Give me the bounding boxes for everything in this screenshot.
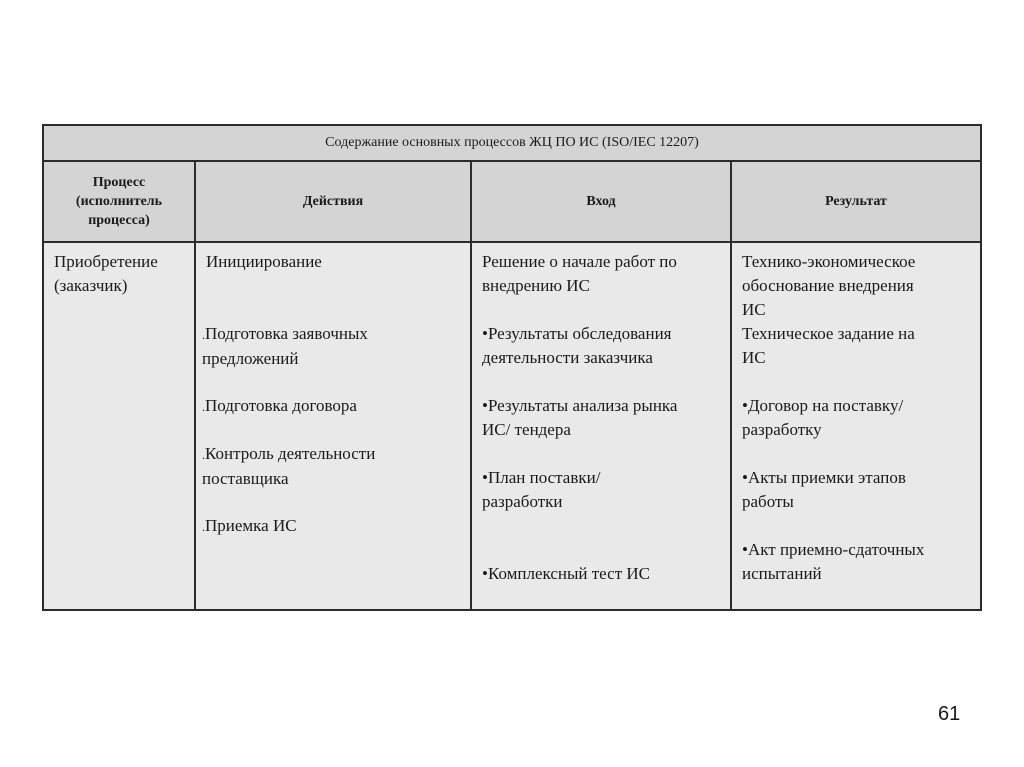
process-table — [42, 124, 982, 611]
page-number: 61 — [938, 703, 961, 725]
header-result: Результат — [825, 194, 887, 209]
inputs-cell — [472, 243, 732, 609]
action-item: . Подготовка договора — [202, 394, 357, 419]
table-title: Содержание основных процессов ЖЦ ПО ИС (ISO/IEC 12207) — [44, 126, 980, 162]
input-item: • Комплексный тест ИС — [482, 562, 650, 586]
input-item: • План поставки/ разработки — [482, 466, 600, 514]
results-cell — [732, 243, 980, 609]
input-item: Решение о начале работ по внедрению ИС — [482, 252, 677, 295]
result-item: • Акт приемно-сдаточных испытаний — [742, 538, 924, 586]
action-item: . Подготовка заявочных предложений — [202, 322, 368, 371]
result-item: • Акты приемки этапов работы — [742, 466, 906, 514]
header-actions: Действия — [196, 162, 472, 241]
process-name: Приобретение (заказчик) — [54, 252, 158, 295]
process-cell — [44, 243, 196, 609]
input-item: • Результаты обследования деятельности заказчика — [482, 322, 672, 370]
actions-cell — [196, 243, 472, 609]
header-process: Процесс (исполнитель процесса) — [44, 162, 196, 241]
result-item: • Договор на поставку/ разработку — [742, 394, 903, 442]
result-item: Технико-экономическое обоснование внедрения ИС — [742, 252, 916, 319]
input-item: • Результаты анализа рынка ИС/ тендера — [482, 394, 677, 442]
action-item: . Приемка ИС — [202, 514, 297, 539]
action-item: Инициирование — [206, 252, 322, 271]
table-row — [44, 243, 980, 609]
table-header-row — [44, 162, 980, 243]
action-item: . Контроль деятельности поставщика — [202, 442, 375, 491]
result-item: Техническое задание на ИС — [742, 324, 915, 367]
header-input: Вход — [472, 162, 732, 241]
